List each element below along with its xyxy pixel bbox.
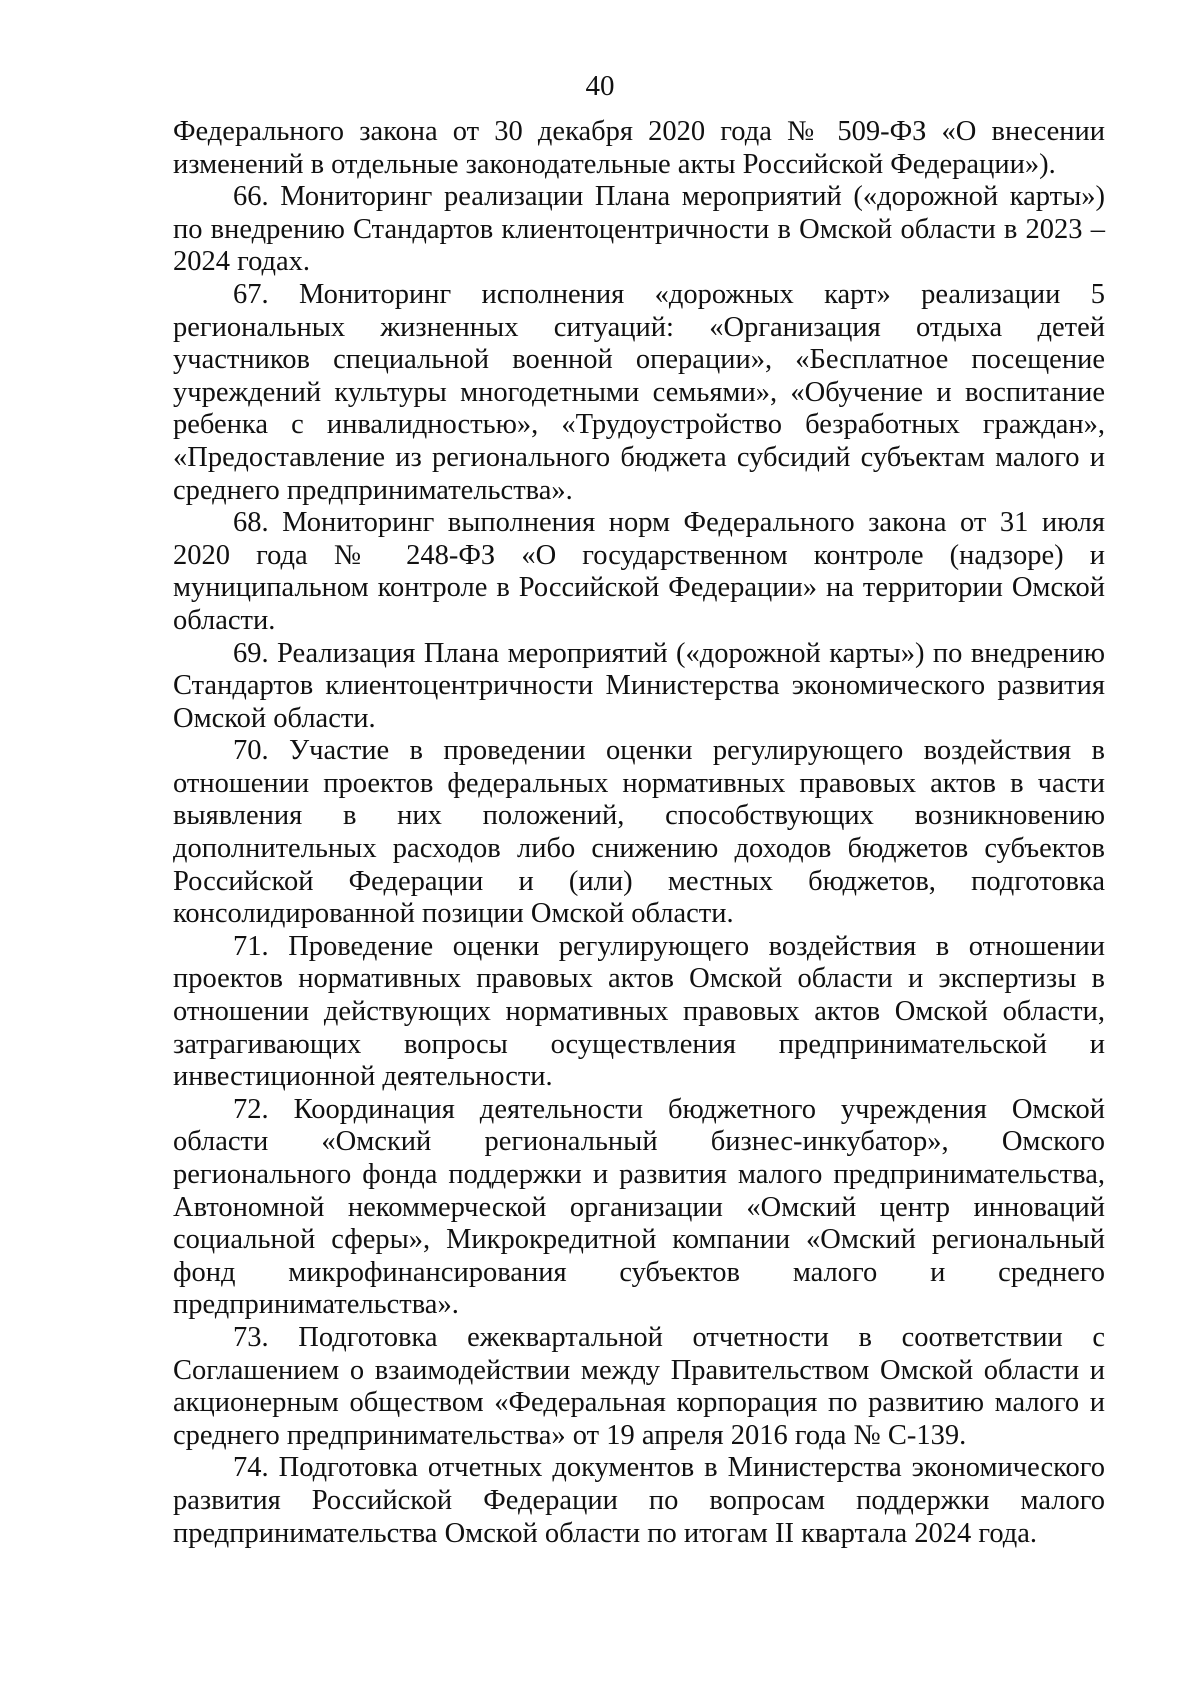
paragraph-item-66: 66. Мониторинг реализации Плана мероприятий («дорожной карты») по внедрению Стандартов клиентоцентричности в Омской области в 2023 – 2024 годах. [173, 181, 1105, 278]
document-body [173, 116, 1105, 1550]
paragraph-item-72: 72. Координация деятельности бюджетного учреждения Омской области «Омский региональный бизнес-инкубатор», Омского регионального фонда поддержки и развития малого предпринимательства, Автономной некоммерческой организации «Омский центр инноваций социальной сферы», Микрокредитной компании «Омский региональный фонд микрофинансирования субъектов малого и среднего предпринимательства». [173, 1093, 1105, 1321]
paragraph-item-73: 73. Подготовка ежеквартальной отчетности в соответствии с Соглашением о взаимодействии между Правительством Омской области и акционерным обществом «Федеральная корпорация по развитию малого и среднего предпринимательства» от 19 апреля 2016 года № С-139. [173, 1321, 1105, 1451]
paragraph-item-67: 67. Мониторинг исполнения «дорожных карт» реализации 5 региональных жизненных ситуаций: «Организация отдыха детей участников специальной военной операции», «Бесплатное посещение учреждений культуры многодетными семьями», «Обучение и воспитание ребенка с инвалидностью», «Трудоустройство безработных граждан», «Предоставление из регионального бюджета субсидий субъектам малого и среднего предпринимательства». [173, 278, 1105, 506]
paragraph-item-69: 69. Реализация Плана мероприятий («дорожной карты») по внедрению Стандартов клиентоцентричности Министерства экономического развития Омской области. [173, 637, 1105, 734]
paragraph-item-68: 68. Мониторинг выполнения норм Федерального закона от 31 июля 2020 года № 248-ФЗ «О государственном контроле (надзоре) и муниципальном контроле в Российской Федерации» на территории Омской области. [173, 507, 1105, 636]
paragraph-item-71: 71. Проведение оценки регулирующего воздействия в отношении проектов нормативных правовых актов Омской области и экспертизы в отношении действующих нормативных правовых актов Омской области, затрагивающих вопросы осуществления предпринимательской и инвестиционной деятельности. [173, 930, 1105, 1093]
paragraph-item-74: 74. Подготовка отчетных документов в Министерства экономического развития Российской Федерации по вопросам поддержки малого предпринимательства Омской области по итогам II квартала 2024 года. [173, 1452, 1105, 1549]
paragraph-continuation: Федерального закона от 30 декабря 2020 года № 509-ФЗ «О внесении изменений в отдельные законодательные акты Российской Федерации»). [173, 116, 1105, 180]
paragraph-item-70: 70. Участие в проведении оценки регулирующего воздействия в отношении проектов федеральных нормативных правовых актов в части выявления в них положений, способствующих возникновению дополнительных расходов либо снижению доходов бюджетов субъектов Российской Федерации и (или) местных бюджетов, подготовка консолидированной позиции Омской области. [173, 735, 1105, 930]
page-number: 40 [585, 70, 615, 102]
